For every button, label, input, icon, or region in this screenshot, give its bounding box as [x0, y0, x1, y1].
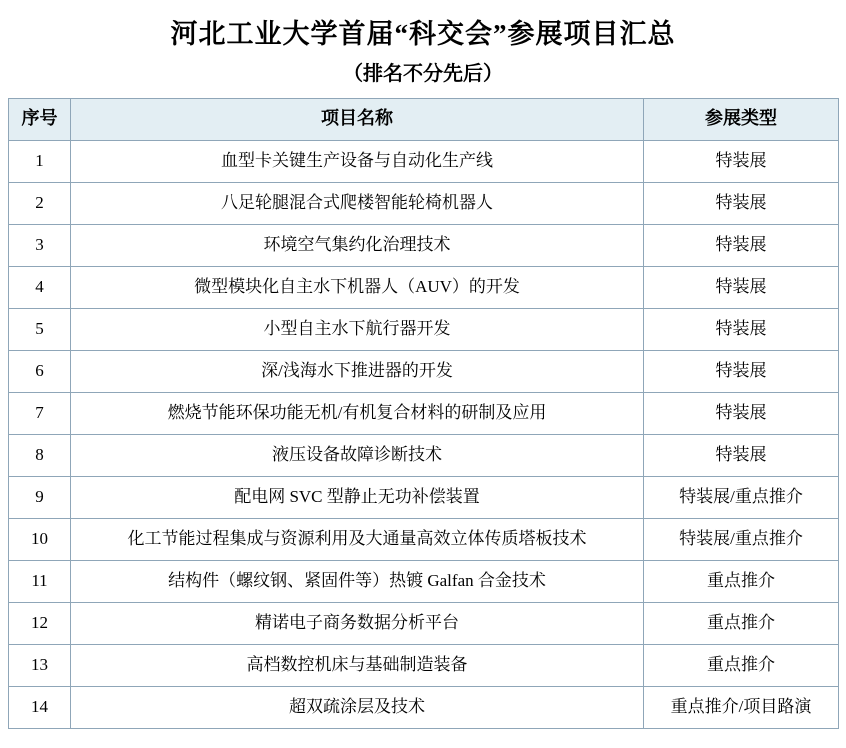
cell-no: 6 [9, 350, 71, 392]
cell-no: 8 [9, 434, 71, 476]
cell-project-name: 超双疏涂层及技术 [71, 686, 644, 728]
cell-project-name: 血型卡关键生产设备与自动化生产线 [71, 140, 644, 182]
table-row [9, 350, 839, 392]
cell-project-name: 液压设备故障诊断技术 [71, 434, 644, 476]
table-row [9, 644, 839, 686]
table-row [9, 266, 839, 308]
table-row [9, 308, 839, 350]
cell-no: 12 [9, 602, 71, 644]
table-row [9, 434, 839, 476]
page-title: 河北工业大学首届“科交会”参展项目汇总 [170, 19, 676, 49]
cell-exhibit-type: 重点推介 [644, 602, 839, 644]
cell-project-name: 化工节能过程集成与资源利用及大通量高效立体传质塔板技术 [71, 518, 644, 560]
cell-no: 2 [9, 182, 71, 224]
cell-exhibit-type: 特装展 [644, 266, 839, 308]
table-row [9, 140, 839, 182]
cell-no: 10 [9, 518, 71, 560]
cell-no: 4 [9, 266, 71, 308]
cell-no: 5 [9, 308, 71, 350]
cell-exhibit-type: 重点推介 [644, 560, 839, 602]
page-subtitle: （排名不分先后） [343, 62, 503, 85]
exhibition-projects-table [8, 98, 839, 729]
cell-exhibit-type: 特装展 [644, 308, 839, 350]
cell-project-name: 结构件（螺纹钢、紧固件等）热镀 Galfan 合金技术 [71, 560, 644, 602]
cell-no: 11 [9, 560, 71, 602]
table-header-row [9, 98, 839, 140]
table-body [9, 140, 839, 728]
table-row [9, 392, 839, 434]
cell-exhibit-type: 特装展 [644, 182, 839, 224]
cell-project-name: 八足轮腿混合式爬楼智能轮椅机器人 [71, 182, 644, 224]
cell-exhibit-type: 重点推介 [644, 644, 839, 686]
cell-exhibit-type: 特装展 [644, 392, 839, 434]
cell-no: 7 [9, 392, 71, 434]
cell-exhibit-type: 特装展 [644, 434, 839, 476]
column-header-exhibit-type: 参展类型 [644, 98, 839, 140]
table-row [9, 182, 839, 224]
cell-project-name: 配电网 SVC 型静止无功补偿装置 [71, 476, 644, 518]
cell-no: 3 [9, 224, 71, 266]
table-row [9, 476, 839, 518]
table-header [9, 98, 839, 140]
cell-exhibit-type: 重点推介/项目路演 [644, 686, 839, 728]
cell-exhibit-type: 特装展 [644, 224, 839, 266]
cell-no: 14 [9, 686, 71, 728]
cell-project-name: 微型模块化自主水下机器人（AUV）的开发 [71, 266, 644, 308]
cell-no: 1 [9, 140, 71, 182]
table-row [9, 518, 839, 560]
table-row [9, 224, 839, 266]
cell-project-name: 燃烧节能环保功能无机/有机复合材料的研制及应用 [71, 392, 644, 434]
cell-no: 13 [9, 644, 71, 686]
cell-no: 9 [9, 476, 71, 518]
table-row [9, 602, 839, 644]
cell-exhibit-type: 特装展/重点推介 [644, 476, 839, 518]
table-row [9, 686, 839, 728]
cell-exhibit-type: 特装展 [644, 350, 839, 392]
column-header-no: 序号 [9, 98, 71, 140]
cell-project-name: 精诺电子商务数据分析平台 [71, 602, 644, 644]
cell-project-name: 环境空气集约化治理技术 [71, 224, 644, 266]
cell-exhibit-type: 特装展/重点推介 [644, 518, 839, 560]
table-row [9, 560, 839, 602]
column-header-project-name: 项目名称 [71, 98, 644, 140]
cell-exhibit-type: 特装展 [644, 140, 839, 182]
cell-project-name: 高档数控机床与基础制造装备 [71, 644, 644, 686]
cell-project-name: 深/浅海水下推进器的开发 [71, 350, 644, 392]
cell-project-name: 小型自主水下航行器开发 [71, 308, 644, 350]
